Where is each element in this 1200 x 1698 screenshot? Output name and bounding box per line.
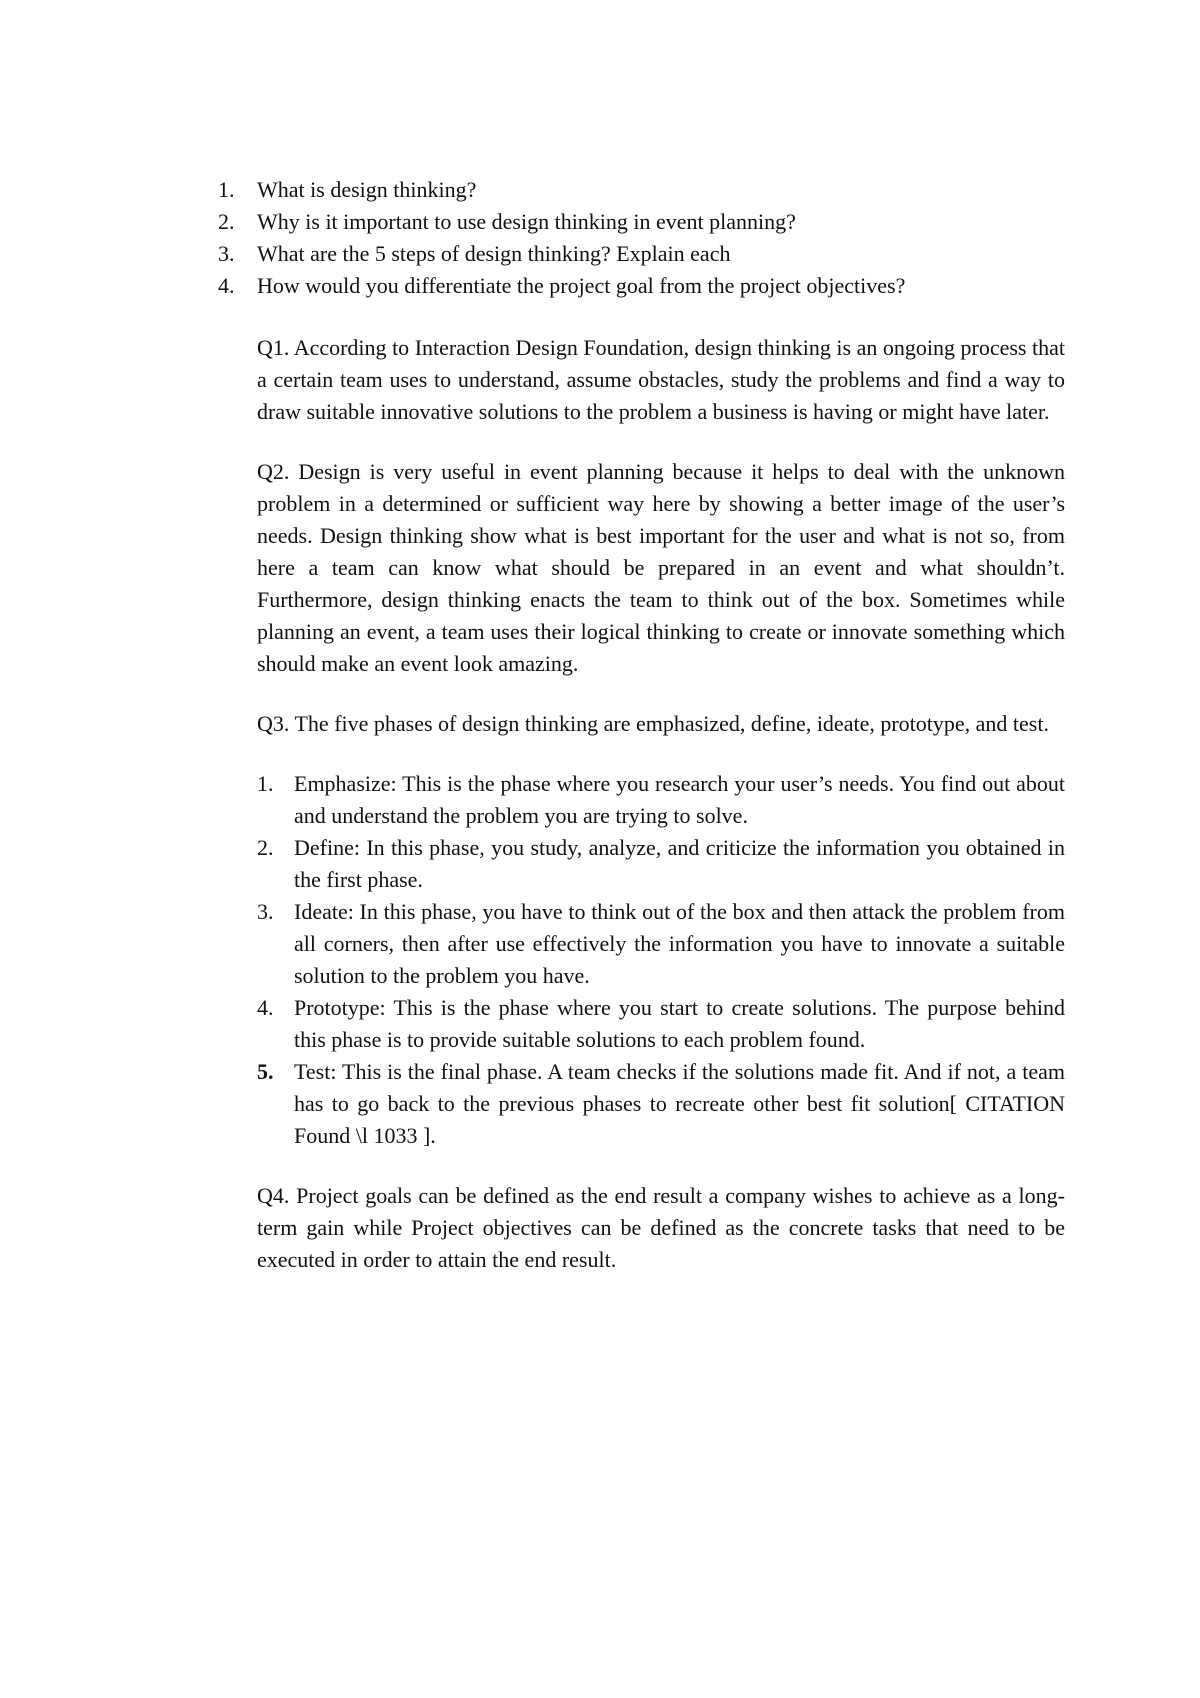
question-number: 2.	[218, 209, 235, 234]
question-text: What are the 5 steps of design thinking? Explain each	[257, 241, 731, 266]
phase-number: 3.	[257, 899, 274, 924]
question-number: 4.	[218, 273, 235, 298]
phase-item	[257, 832, 1065, 896]
phase-item	[257, 768, 1065, 832]
question-text: What is design thinking?	[257, 177, 477, 202]
phase-list	[257, 768, 1065, 1152]
answer-q1: Q1. According to Interaction Design Foundation, design thinking is an ongoing process that a certain team uses to understand, assume obstacles, study the problems and find a way to draw suitable innovative solutions to the problem a business is having or might have later.	[257, 335, 1065, 424]
answer-q3-intro: Q3. The five phases of design thinking are emphasized, define, ideate, prototype, and test.	[257, 711, 1049, 736]
answer-q4: Q4. Project goals can be defined as the end result a company wishes to achieve as a long-term gain while Project objectives can be defined as the concrete tasks that need to be executed in order to attain the end result.	[257, 1183, 1065, 1272]
phase-number: 1.	[257, 771, 274, 796]
question-text: How would you differentiate the project goal from the project objectives?	[257, 273, 906, 298]
answers-section	[257, 332, 1065, 1276]
phase-item	[257, 896, 1065, 992]
phase-item	[257, 1056, 1065, 1152]
phase-number: 2.	[257, 835, 274, 860]
phase-item	[257, 992, 1065, 1056]
answer-q2: Q2. Design is very useful in event planning because it helps to deal with the unknown problem in a determined or sufficient way here by showing a better image of the user’s needs. Design thinking show what is best important for the user and what is not so, from here a team can know what should be prepared in an event and what shouldn’t. Furthermore, design thinking enacts the team to think out of the box. Sometimes while planning an event, a team uses their logical thinking to create or innovate something which should make an event look amazing.	[257, 459, 1065, 676]
question-item	[212, 174, 1072, 206]
question-item	[212, 238, 1072, 270]
phase-number: 4.	[257, 995, 274, 1020]
phase-text: Ideate: In this phase, you have to think out of the box and then attack the problem from all corners, then after use effectively the information you have to innovate a suitable solution to the problem you have.	[294, 899, 1065, 988]
question-text: Why is it important to use design thinking in event planning?	[257, 209, 796, 234]
question-number: 1.	[218, 177, 235, 202]
question-item	[212, 270, 1072, 302]
question-list	[212, 174, 1072, 302]
phase-text: Prototype: This is the phase where you start to create solutions. The purpose behind this phase is to provide suitable solutions to each problem found.	[294, 995, 1065, 1052]
question-item	[212, 206, 1072, 238]
phase-number: 5.	[257, 1059, 274, 1084]
phase-text: Define: In this phase, you study, analyze, and criticize the information you obtained in the first phase.	[294, 835, 1065, 892]
phase-text: Emphasize: This is the phase where you research your user’s needs. You find out about and understand the problem you are trying to solve.	[294, 771, 1065, 828]
question-number: 3.	[218, 241, 235, 266]
phase-text: Test: This is the final phase. A team checks if the solutions made fit. And if not, a team has to go back to the previous phases to recreate other best fit solution[ CITATION Found \l 1033 ].	[294, 1059, 1065, 1148]
